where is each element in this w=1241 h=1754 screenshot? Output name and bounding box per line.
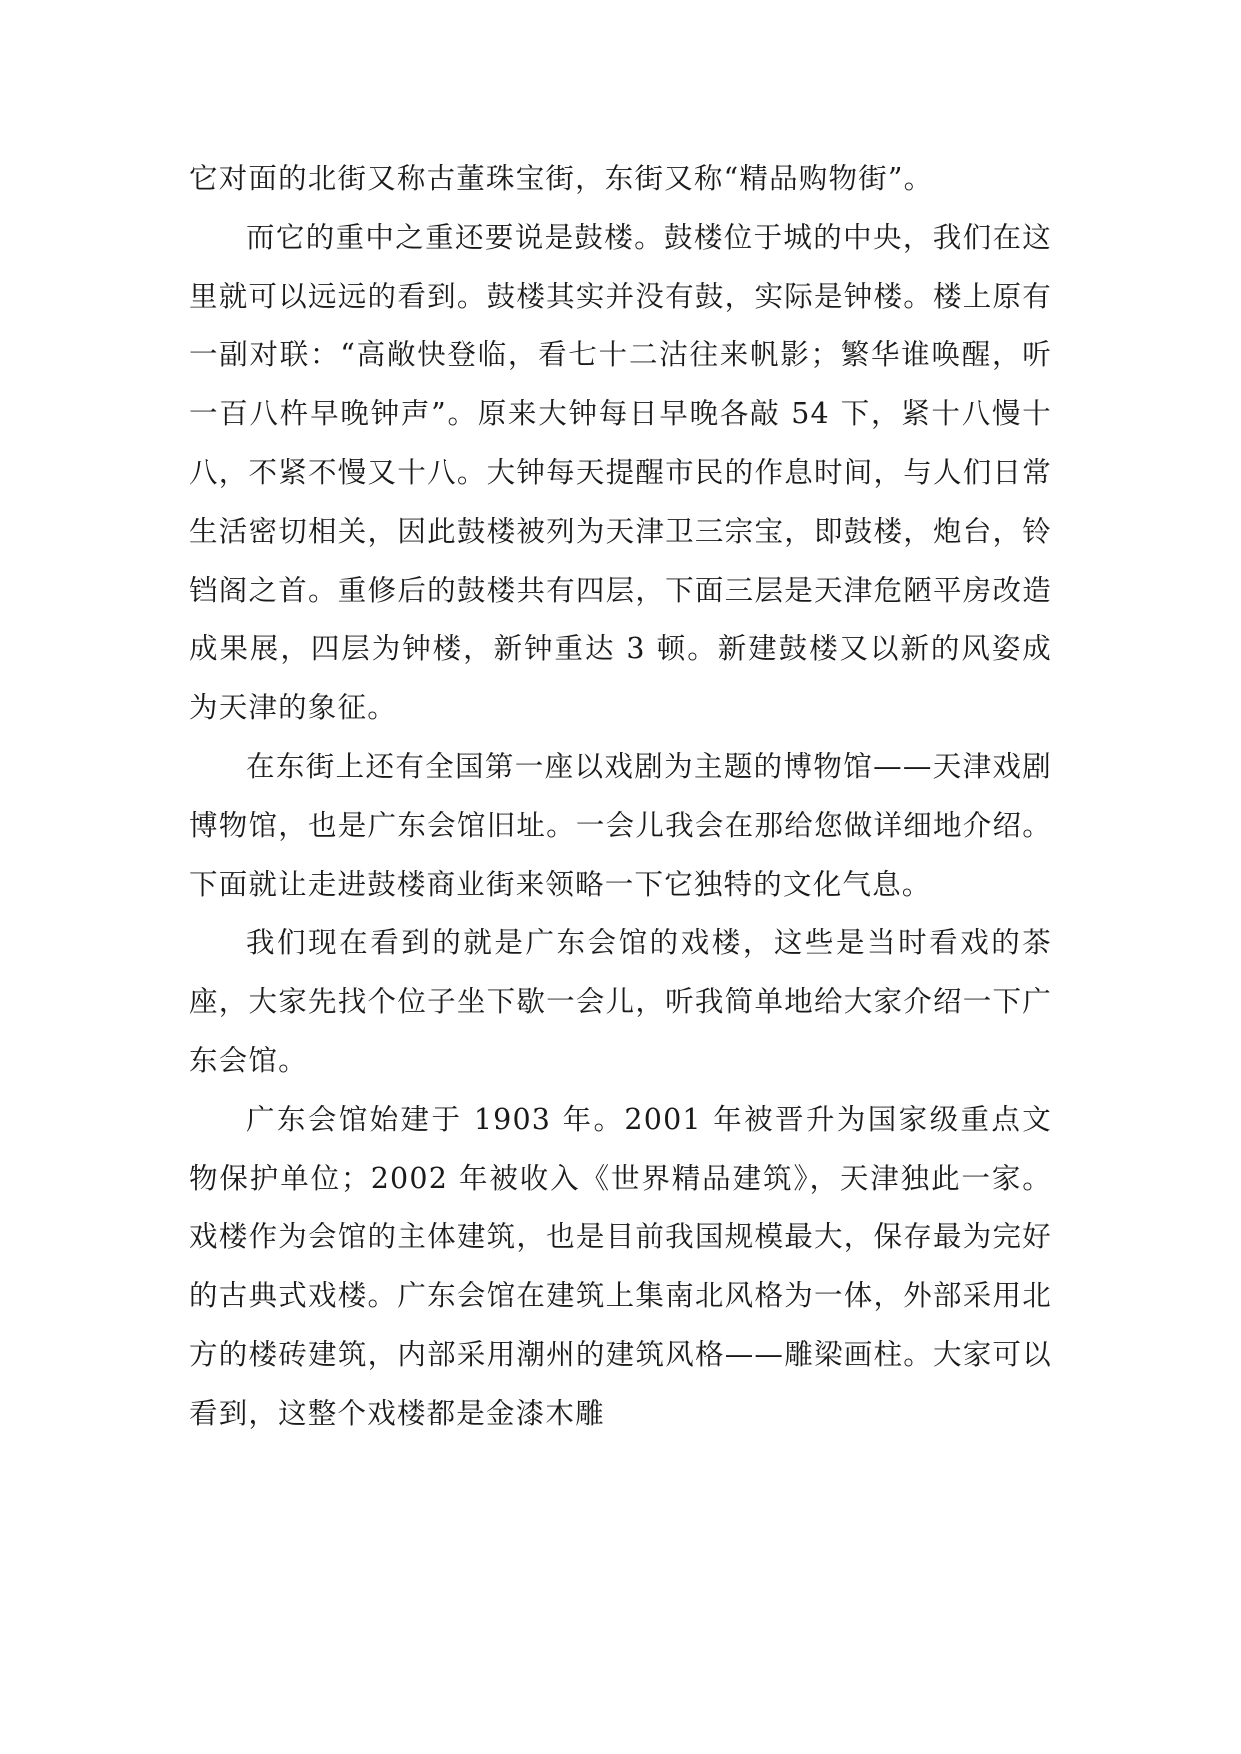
document-page [189, 150, 1052, 1444]
paragraph-drum-tower: 而它的重中之重还要说是鼓楼。鼓楼位于城的中央，我们在这里就可以远远的看到。鼓楼其实并没有鼓，实际是钟楼。楼上原有一副对联：“高敞快登临，看七十二沽往来帆影；繁华谁唤醒，听一百八杵早晚钟声”。原来大钟每日早晚各敲 54 下，紧十八慢十八，不紧不慢又十八。大钟每天提醒市民的作息时间，与人们日常生活密切相关，因此鼓楼被列为天津卫三宗宝，即鼓楼，炮台，铃铛阁之首。重修后的鼓楼共有四层，下面三层是天津危陋平房改造成果展，四层为钟楼，新钟重达 3 顿。新建鼓楼又以新的风姿成为天津的象征。 [189, 220, 1052, 725]
paragraph-north-east-streets: 它对面的北街又称古董珠宝街，东街又称“精品购物街”。 [189, 162, 934, 195]
paragraph-opera-museum: 在东街上还有全国第一座以戏剧为主题的博物馆——天津戏剧博物馆，也是广东会馆旧址。一会儿我会在那给您做详细地介绍。下面就让走进鼓楼商业街来领略一下它独特的文化气息。 [189, 749, 1052, 901]
paragraph-guild-hall-history: 广东会馆始建于 1903 年。2001 年被晋升为国家级重点文物保护单位；2002 年被收入《世界精品建筑》，天津独此一家。戏楼作为会馆的主体建筑，也是目前我国规模最大，保存最为完好的古典式戏楼。广东会馆在建筑上集南北风格为一体，外部采用北方的楼砖建筑，内部采用潮州的建筑风格——雕梁画柱。大家可以看到，这整个戏楼都是金漆木雕 [189, 1102, 1052, 1430]
paragraph-guild-hall-stage: 我们现在看到的就是广东会馆的戏楼，这些是当时看戏的茶座，大家先找个位子坐下歇一会儿，听我简单地给大家介绍一下广东会馆。 [189, 926, 1052, 1077]
